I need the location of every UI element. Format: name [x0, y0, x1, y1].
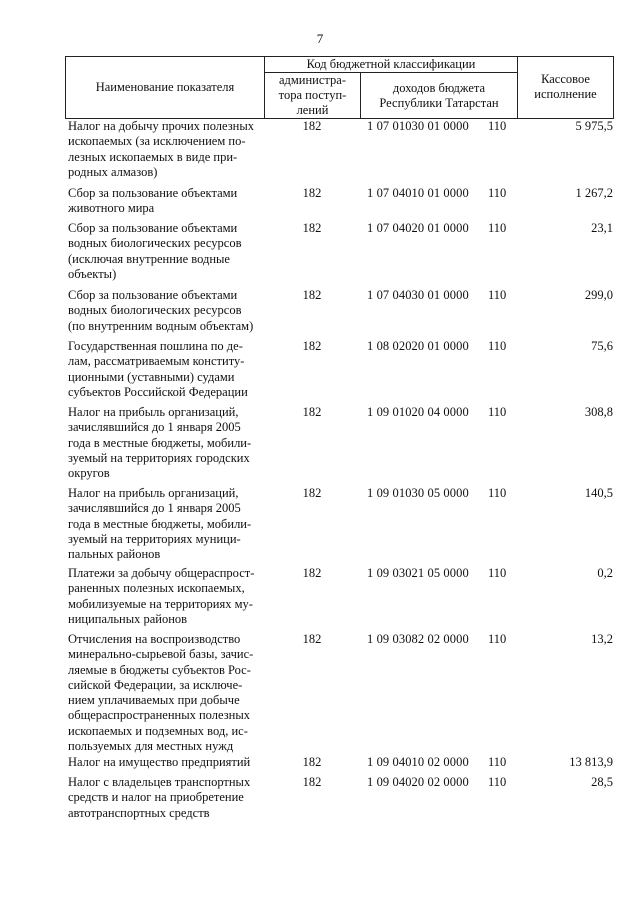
row-amount: 5 975,5 — [575, 119, 613, 133]
row-name: Налог на добычу прочих полезных ископаемых (за исключением по- лезных ископаемых в виде при- родных алмазов) — [68, 119, 255, 179]
row-name: Государственная пошлина по де- лам, рассматриваемым конститу- ционными (уставными) судами субъектов Российской Федерации — [68, 339, 248, 399]
row-income-code: 1 09 03082 02 0000 — [367, 632, 469, 646]
row-income-code: 1 09 03021 05 0000 — [367, 566, 469, 580]
row-subcode: 110 — [488, 775, 507, 789]
row-subcode: 110 — [488, 486, 507, 500]
row-name: Налог на прибыль организаций, зачислявшийся до 1 января 2005 года в местные бюджеты, мобили- зуемый на территориях муници- пальных районов — [68, 486, 252, 562]
row-admin-code: 182 — [302, 405, 322, 419]
row-subcode: 110 — [488, 339, 507, 353]
row-admin-code: 182 — [302, 566, 322, 580]
row-income-code: 1 07 04030 01 0000 — [367, 288, 469, 302]
row-subcode: 110 — [488, 186, 507, 200]
row-name: Налог на прибыль организаций, зачислявшийся до 1 января 2005 года в местные бюджеты, мобили- зуемый на территориях городских округов — [68, 405, 252, 481]
row-name: Сбор за пользование объектами водных биологических ресурсов (по внутренним водным объектам) — [68, 288, 254, 333]
row-amount: 0,2 — [597, 566, 613, 580]
row-amount: 308,8 — [584, 405, 613, 419]
header-admin-col: администра- тора поступ- лений — [278, 73, 347, 117]
row-income-code: 1 09 04020 02 0000 — [367, 775, 469, 789]
row-admin-code: 182 — [302, 288, 322, 302]
row-income-code: 1 07 01030 01 0000 — [367, 119, 469, 133]
row-admin-code: 182 — [302, 186, 322, 200]
row-income-code: 1 09 01030 05 0000 — [367, 486, 469, 500]
row-admin-code: 182 — [302, 221, 322, 235]
row-amount: 299,0 — [584, 288, 613, 302]
row-amount: 75,6 — [591, 339, 613, 353]
row-name: Сбор за пользование объектами животного мира — [68, 186, 238, 216]
row-amount: 140,5 — [584, 486, 613, 500]
row-amount: 1 267,2 — [575, 186, 613, 200]
header-vline-right — [613, 56, 614, 119]
row-amount: 13,2 — [591, 632, 613, 646]
row-subcode: 110 — [488, 288, 507, 302]
row-admin-code: 182 — [302, 119, 322, 133]
row-subcode: 110 — [488, 221, 507, 235]
row-name: Налог на имущество предприятий — [68, 755, 251, 769]
header-cash-col: Кассовое исполнение — [534, 72, 597, 101]
row-income-code: 1 07 04020 01 0000 — [367, 221, 469, 235]
row-subcode: 110 — [488, 566, 507, 580]
row-admin-code: 182 — [302, 775, 322, 789]
row-income-code: 1 07 04010 01 0000 — [367, 186, 469, 200]
row-admin-code: 182 — [302, 486, 322, 500]
row-subcode: 110 — [488, 755, 507, 769]
row-amount: 13 813,9 — [569, 755, 613, 769]
row-admin-code: 182 — [302, 755, 322, 769]
row-subcode: 110 — [488, 405, 507, 419]
row-name: Платежи за добычу общераспрост- раненных полезных ископаемых, мобилизуемые на территориях му- ниципальных районов — [68, 566, 255, 626]
row-subcode: 110 — [488, 632, 507, 646]
row-subcode: 110 — [488, 119, 507, 133]
row-name: Налог с владельцев транспортных средств и налог на приобретение автотранспортных средств — [68, 775, 251, 820]
row-amount: 28,5 — [591, 775, 613, 789]
row-amount: 23,1 — [591, 221, 613, 235]
row-income-code: 1 09 01020 04 0000 — [367, 405, 469, 419]
page-number: 7 — [316, 31, 324, 46]
row-admin-code: 182 — [302, 339, 322, 353]
row-name: Сбор за пользование объектами водных биологических ресурсов (исключая внутренние водные объекты) — [68, 221, 242, 281]
row-income-code: 1 09 04010 02 0000 — [367, 755, 469, 769]
header-budget-code-group: Код бюджетной классификации — [306, 57, 476, 71]
row-income-code: 1 08 02020 01 0000 — [367, 339, 469, 353]
row-name: Отчисления на воспроизводство минерально-сырьевой базы, зачис- ляемые в бюджеты субъектов Рос- сийской Федерации, за исключе- нием уплачиваемых при добыче общераспространенных полезных ископаемых и подземных вод, ис- пользуемых для местных нужд — [68, 632, 254, 754]
row-admin-code: 182 — [302, 632, 322, 646]
header-income-col: доходов бюджета Республики Татарстан — [379, 81, 499, 110]
header-name-col: Наименование показателя — [95, 80, 235, 94]
